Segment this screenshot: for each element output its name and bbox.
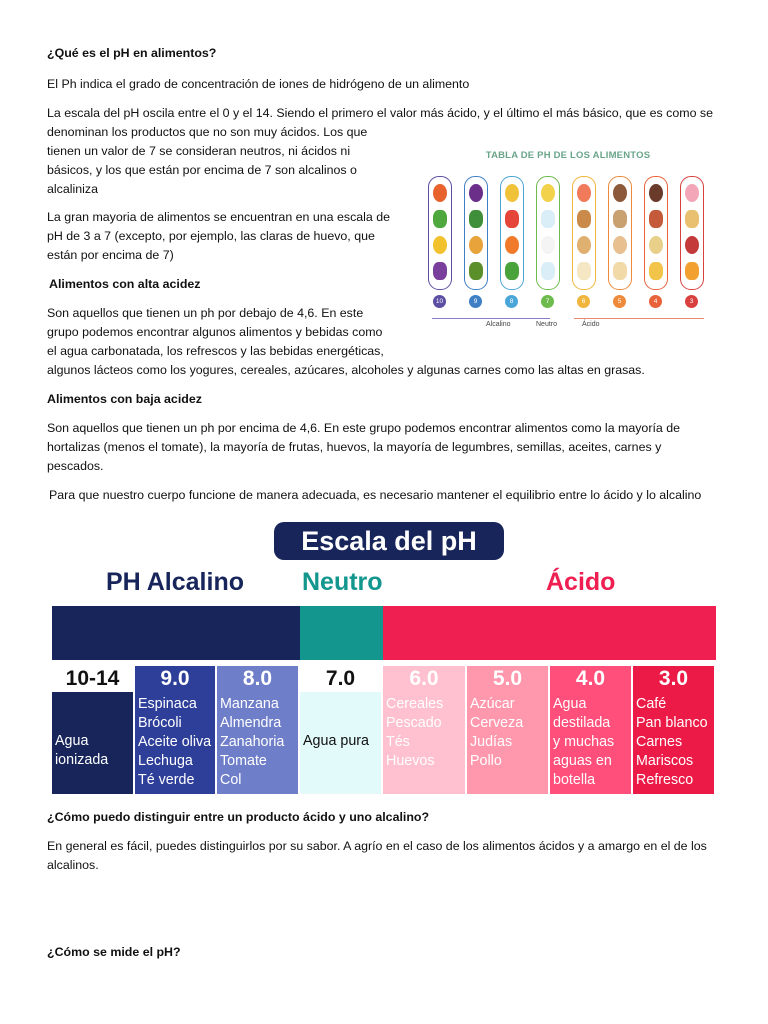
- food-item: [577, 262, 591, 280]
- food-ph-number: 9: [469, 295, 482, 308]
- food-item: [469, 210, 483, 228]
- ph-food-item: Pan blanco: [636, 715, 708, 731]
- ph-food-item: Carnes: [636, 734, 683, 750]
- paragraph-ph-scale-line-5: alcaliniza: [47, 182, 98, 196]
- paragraph-distinguish-line-1: En general es fácil, puedes distinguirlos por su sabor. A agrío en el caso de los alimentos ácidos y a amargo en el de los: [47, 839, 707, 853]
- ph-food-item: Cerveza: [470, 715, 524, 731]
- ph-level-foods: [550, 692, 631, 794]
- food-item: [541, 210, 555, 228]
- food-ph-number: 5: [613, 295, 626, 308]
- food-item: [541, 262, 555, 280]
- food-item: [649, 184, 663, 202]
- food-item: [469, 184, 483, 202]
- ph-food-item: Almendra: [220, 715, 282, 731]
- food-item: [649, 210, 663, 228]
- food-item: [505, 184, 519, 202]
- ph-level-foods: [52, 692, 133, 794]
- ph-food-item: Lechuga: [138, 753, 193, 769]
- ph-food-item: destilada: [553, 715, 611, 731]
- ph-level-foods: [217, 692, 298, 794]
- ph-food-item: Refresco: [636, 772, 694, 788]
- paragraph-majority-line-1: La gran mayoria de alimentos se encuentran en una escala de: [47, 210, 391, 224]
- label-acido: Ácido: [582, 321, 600, 328]
- ph-level-foods: [467, 692, 548, 794]
- food-ph-number: 6: [577, 295, 590, 308]
- ph-food-item: Agua: [553, 696, 587, 712]
- heading-ph-alcalino: PH Alcalino: [106, 568, 244, 596]
- question-measure-title: ¿Cómo se mide el pH?: [47, 945, 181, 959]
- food-item: [469, 262, 483, 280]
- food-item: [577, 210, 591, 228]
- ph-food-item: ionizada: [55, 752, 109, 768]
- food-item: [613, 210, 627, 228]
- ph-food-item: Huevos: [386, 753, 435, 769]
- ph-food-item: Agua: [55, 733, 89, 749]
- ph-level-value: 5.0: [467, 666, 548, 692]
- food-item: [685, 210, 699, 228]
- paragraph-balance: Para que nuestro cuerpo funcione de manera adecuada, es necesario mantener el equilibrio entre lo ácido y lo alcalino: [49, 488, 702, 502]
- ph-food-item: Aceite oliva: [138, 734, 212, 750]
- ph-food-item: Manzana: [220, 696, 279, 712]
- food-item: [577, 236, 591, 254]
- food-item: [505, 210, 519, 228]
- food-item: [433, 236, 447, 254]
- food-ph-number: 10: [433, 295, 446, 308]
- paragraph-majority-line-2: pH de 3 a 7 (excepto, por ejemplo, las claras de huevo, que: [47, 229, 375, 243]
- label-alcalino: Alcalino: [486, 321, 511, 328]
- paragraph-ph-scale-line-1: La escala del pH oscila entre el 0 y el 14. Siendo el primero el valor más ácido, y el último el más básico, que es como se: [47, 106, 713, 120]
- ph-food-item: Café: [636, 696, 667, 712]
- ph-food-item: Té verde: [138, 772, 195, 788]
- food-ph-number: 3: [685, 295, 698, 308]
- question-distinguish-title: ¿Cómo puedo distinguir entre un producto ácido y uno alcalino?: [47, 810, 430, 824]
- food-item: [541, 184, 555, 202]
- food-item: [613, 236, 627, 254]
- ph-level-value: 6.0: [383, 666, 465, 692]
- food-ph-number: 4: [649, 295, 662, 308]
- food-item: [649, 236, 663, 254]
- acid-arrow-line: [574, 318, 704, 319]
- ph-food-item: Pollo: [470, 753, 502, 769]
- ph-food-item: Tés: [386, 734, 410, 750]
- ph-scale-graphic: [52, 514, 716, 800]
- heading-low-acidity: Alimentos con baja acidez: [47, 392, 202, 406]
- bar-acid: [383, 606, 716, 660]
- food-item: [613, 262, 627, 280]
- paragraph-high-acidity-line-1: Son aquellos que tienen un ph por debajo de 4,6. En este: [47, 306, 364, 320]
- ph-food-item: Judías: [470, 734, 513, 750]
- ph-level-value: 9.0: [135, 666, 215, 692]
- ph-scale-title: Escala del pH: [274, 522, 504, 560]
- ph-food-item: Pescado: [386, 715, 442, 731]
- food-item: [505, 262, 519, 280]
- ph-food-item: Zanahoria: [220, 734, 285, 750]
- ph-food-item: y muchas: [553, 734, 615, 750]
- ph-food-item: Mariscos: [636, 753, 694, 769]
- heading-neutro: Neutro: [302, 568, 383, 596]
- food-item: [433, 184, 447, 202]
- food-item: [469, 236, 483, 254]
- paragraph-distinguish-line-2: alcalinos.: [47, 858, 99, 872]
- label-neutro: Neutro: [536, 321, 558, 328]
- ph-level-value: 7.0: [300, 666, 381, 692]
- question-ph-title: ¿Qué es el pH en alimentos?: [47, 46, 217, 60]
- food-item: [577, 184, 591, 202]
- heading-acido: Ácido: [546, 568, 616, 596]
- ph-food-item: Col: [220, 772, 242, 788]
- paragraph-ph-scale-line-3: tienen un valor de 7 se consideran neutros, ni ácidos ni: [47, 144, 351, 158]
- ph-food-item: Tomate: [220, 753, 267, 769]
- food-item: [649, 262, 663, 280]
- food-ph-number: 7: [541, 295, 554, 308]
- ph-food-item: aguas en: [553, 753, 612, 769]
- ph-level-value: 8.0: [217, 666, 298, 692]
- paragraph-ph-scale-line-4: básicos, y los que están por encima de 7 son alcalinos o: [47, 163, 357, 177]
- paragraph-ph-scale-line-2: denominan los productos que no son muy ácidos. Los que: [47, 125, 368, 139]
- paragraph-ph-definition: El Ph indica el grado de concentración de iones de hidrógeno de un alimento: [47, 77, 470, 91]
- paragraph-majority-line-3: están por encima de 7): [47, 248, 174, 262]
- paragraph-high-acidity-line-3: el agua carbonatada, los refrescos y las bebidas energéticas,: [47, 344, 384, 358]
- food-item: [505, 236, 519, 254]
- food-item: [685, 236, 699, 254]
- food-item: [685, 184, 699, 202]
- food-item: [541, 236, 555, 254]
- ph-food-item: Agua pura: [303, 733, 369, 749]
- ph-food-item: Brócoli: [138, 715, 182, 731]
- alkaline-arrow-line: [432, 318, 550, 319]
- paragraph-high-acidity-line-4: algunos lácteos como los yogures, cereales, azúcares, alcoholes y algunas carnes como las altas en grasas.: [47, 363, 645, 377]
- ph-level-foods: [300, 692, 381, 794]
- ph-level-foods: [135, 692, 215, 794]
- food-item: [433, 210, 447, 228]
- ph-level-foods: [633, 692, 714, 794]
- food-table-title: TABLA DE PH DE LOS ALIMENTOS: [485, 150, 651, 161]
- food-item: [613, 184, 627, 202]
- ph-food-item: botella: [553, 772, 596, 788]
- ph-food-item: Azúcar: [470, 696, 515, 712]
- heading-high-acidity: Alimentos con alta acidez: [49, 277, 201, 291]
- paragraph-low-acidity-line-1: Son aquellos que tienen un ph por encima de 4,6. En este grupo podemos encontrar alimentos como la mayoría de: [47, 421, 681, 435]
- food-item: [685, 262, 699, 280]
- food-ph-table-illustration: [414, 142, 722, 340]
- ph-level-value: 10-14: [52, 666, 133, 692]
- ph-level-value: 3.0: [633, 666, 714, 692]
- bar-neutral: [300, 606, 383, 660]
- ph-level-foods: [383, 692, 465, 794]
- paragraph-low-acidity-line-3: pescados.: [47, 459, 104, 473]
- food-item: [433, 262, 447, 280]
- paragraph-low-acidity-line-2: hortalizas (menos el tomate), la mayoría de frutas, huevos, la mayoría de legumbres, semillas, aceites, carnes y: [47, 440, 662, 454]
- ph-level-value: 4.0: [550, 666, 631, 692]
- food-ph-number: 8: [505, 295, 518, 308]
- ph-food-item: Cereales: [386, 696, 444, 712]
- bar-alkaline: [52, 606, 300, 660]
- ph-food-item: Espinaca: [138, 696, 197, 712]
- paragraph-high-acidity-line-2: grupo podemos encontrar algunos alimentos y bebidas como: [47, 325, 383, 339]
